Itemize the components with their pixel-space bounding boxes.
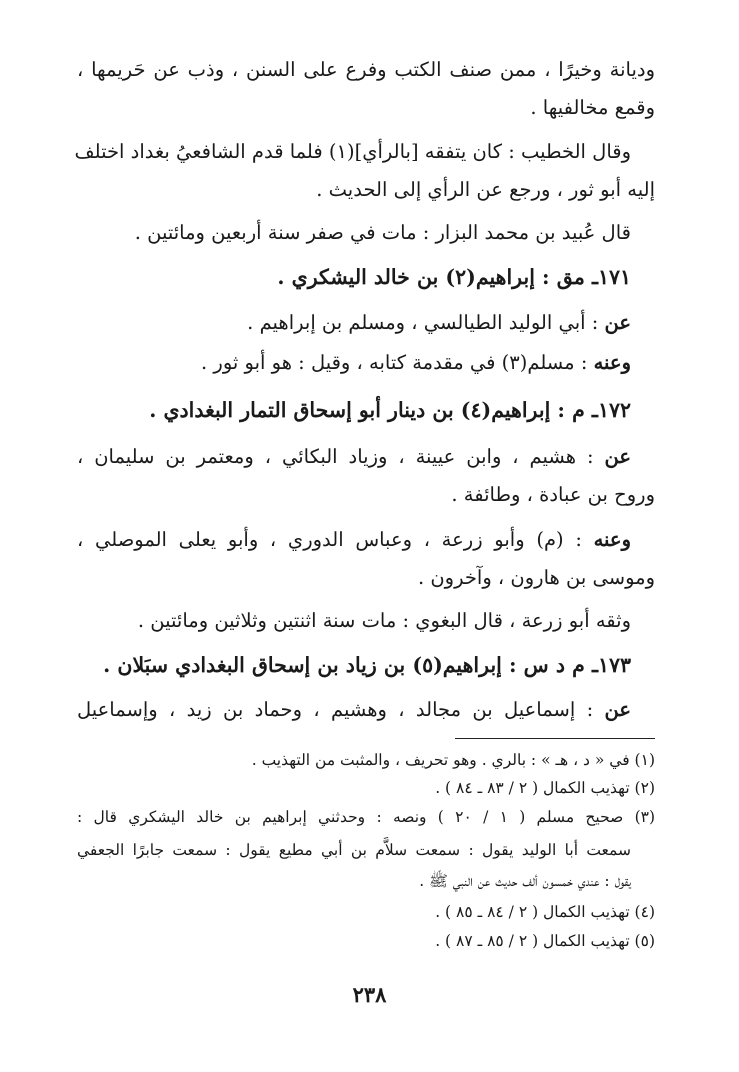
text-line: وموسى بن هارون ، وآخرون . — [417, 566, 655, 589]
entry-label: وعنه — [593, 528, 631, 551]
text-line — [77, 308, 631, 338]
entry-heading-171: ١٧١ـ مق : إبراهيم(٢) بن خالد اليشكري . — [277, 265, 631, 289]
text-line: قال عُبيد بن محمد البزار : مات في صفر سنة أربعين ومائتين . — [134, 221, 631, 244]
footnote-divider — [455, 738, 655, 739]
entry-text: : هشيم ، وابن عيينة ، وزياد البكائي ، ومعتمر بن سليمان ، — [77, 445, 605, 468]
entry-label: عن — [604, 311, 631, 334]
entry-label: عن — [604, 445, 631, 468]
text-line: وقمع مخالفيها . — [530, 96, 655, 119]
text-line: وثقه أبو زرعة ، قال البغوي : مات سنة اثنتين وثلاثين ومائتين . — [137, 609, 631, 632]
footnote-3-cont: سمعت أبا الوليد يقول : سمعت سلاَّم بن أبي مطيع يقول : سمعت جابرًا الجعفي — [77, 841, 631, 859]
entry-text: : إسماعيل بن مجالد ، وهشيم ، وحماد بن زيد ، وإسماعيل — [77, 698, 605, 721]
entry-text: : (م) وأبو زرعة ، وعباس الدوري ، وأبو يعلى الموصلي ، — [77, 528, 594, 551]
entry-label: عن — [604, 698, 631, 721]
footnote-1: (١) في « د ، هـ » : بالري . وهو تحريف ، والمثبت من التهذيب . — [251, 751, 655, 769]
entry-label: وعنه — [593, 351, 631, 374]
footnote-3-cont: يقول : عندي خمسون ألف حديث عن النبي ﷺ . — [419, 872, 631, 890]
footnote-2: (٢) تهذيب الكمال ( ٢ / ٨٣ ـ ٨٤ ) . — [435, 779, 655, 797]
text-line — [77, 442, 631, 472]
text-line — [77, 695, 631, 725]
text-line — [77, 525, 631, 555]
text-line: وروح بن عبادة ، وطائفة . — [451, 483, 655, 506]
text-line — [77, 348, 631, 378]
entry-text: : أبي الوليد الطيالسي ، ومسلم بن إبراهيم . — [247, 311, 605, 334]
page-number: ٢٣٨ — [352, 982, 387, 1007]
text-line: وقال الخطيب : كان يتفقه [بالرأي](١) فلما قدم الشافعيُ بغداد اختلف — [74, 140, 631, 163]
text-line: إليه أبو ثور ، ورجع عن الرأي إلى الحديث . — [316, 178, 655, 201]
footnote-4: (٤) تهذيب الكمال ( ٢ / ٨٤ ـ ٨٥ ) . — [435, 903, 655, 921]
entry-text: : مسلم(٣) في مقدمة كتابه ، وقيل : هو أبو ثور . — [201, 351, 594, 374]
text-line: وديانة وخيرًا ، ممن صنف الكتب وفرع على السنن ، وذب عن حَريمها ، — [77, 58, 655, 81]
footnote-3: (٣) صحيح مسلم ( ١ / ٢٠ ) ونصه : وحدثني إبراهيم بن خالد اليشكري قال : — [77, 808, 656, 826]
footnote-5: (٥) تهذيب الكمال ( ٢ / ٨٥ ـ ٨٧ ) . — [435, 932, 655, 950]
entry-heading-172: ١٧٢ـ م : إبراهيم(٤) بن دينار أبو إسحاق التمار البغدادي . — [149, 398, 631, 422]
entry-heading-173: ١٧٣ـ م د س : إبراهيم(٥) بن زياد بن إسحاق البغدادي سبَلان . — [103, 653, 631, 677]
